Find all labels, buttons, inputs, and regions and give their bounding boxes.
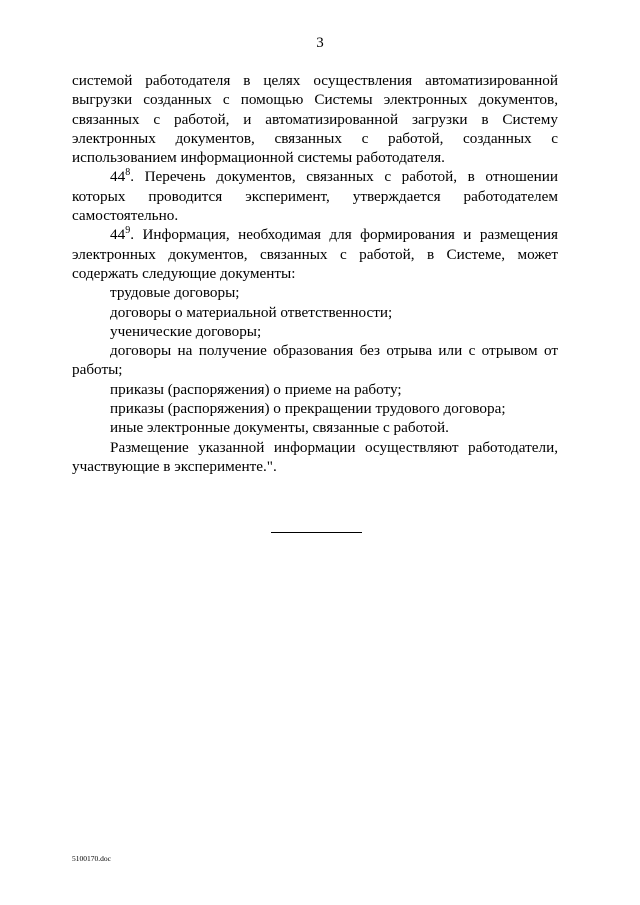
clause-superscript: 8 bbox=[125, 167, 131, 179]
list-item: ученические договоры; bbox=[110, 322, 262, 340]
paragraph-closing: Размещение указанной информации осуществляют работодатели, участвующие в эксперименте.". bbox=[72, 438, 558, 475]
clause-superscript: 9 bbox=[125, 225, 131, 237]
end-separator-line bbox=[271, 532, 362, 533]
clause-number: 44 bbox=[110, 168, 126, 186]
list-item: приказы (распоряжения) о приеме на работу; bbox=[110, 380, 402, 398]
clause-text: . Информация, необходимая для формирования и размещения электронных документов, связанных с работой, в Системе, может содержать следующие документы: bbox=[72, 226, 558, 282]
clause-text: . Перечень документов, связанных с работой, в отношении которых проводится эксперимент, утверждается работодателем самостоятельно. bbox=[72, 168, 558, 225]
page-number: 3 bbox=[316, 35, 324, 51]
document-body bbox=[72, 71, 558, 476]
paragraph-44-8 bbox=[72, 167, 558, 225]
list-item: трудовые договоры; bbox=[110, 284, 240, 302]
footer-filename: 5100170.doc bbox=[72, 854, 111, 863]
list-item: договоры на получение образования без отрыва или с отрывом от работы; bbox=[72, 342, 558, 379]
list-item: приказы (распоряжения) о прекращении трудового договора; bbox=[110, 400, 506, 418]
paragraph-44-9 bbox=[72, 225, 558, 283]
clause-number: 44 bbox=[110, 226, 126, 244]
paragraph-continuation: системой работодателя в целях осуществления автоматизированной выгрузки созданных с помощью Системы электронных документов, связанных с работой, и автоматизированной загрузки в Систему электронных документов, связанных с работой, созданных с использованием информационной системы работодателя. bbox=[72, 72, 558, 167]
list-item: иные электронные документы, связанные с работой. bbox=[110, 419, 449, 437]
list-item: договоры о материальной ответственности; bbox=[110, 303, 393, 321]
